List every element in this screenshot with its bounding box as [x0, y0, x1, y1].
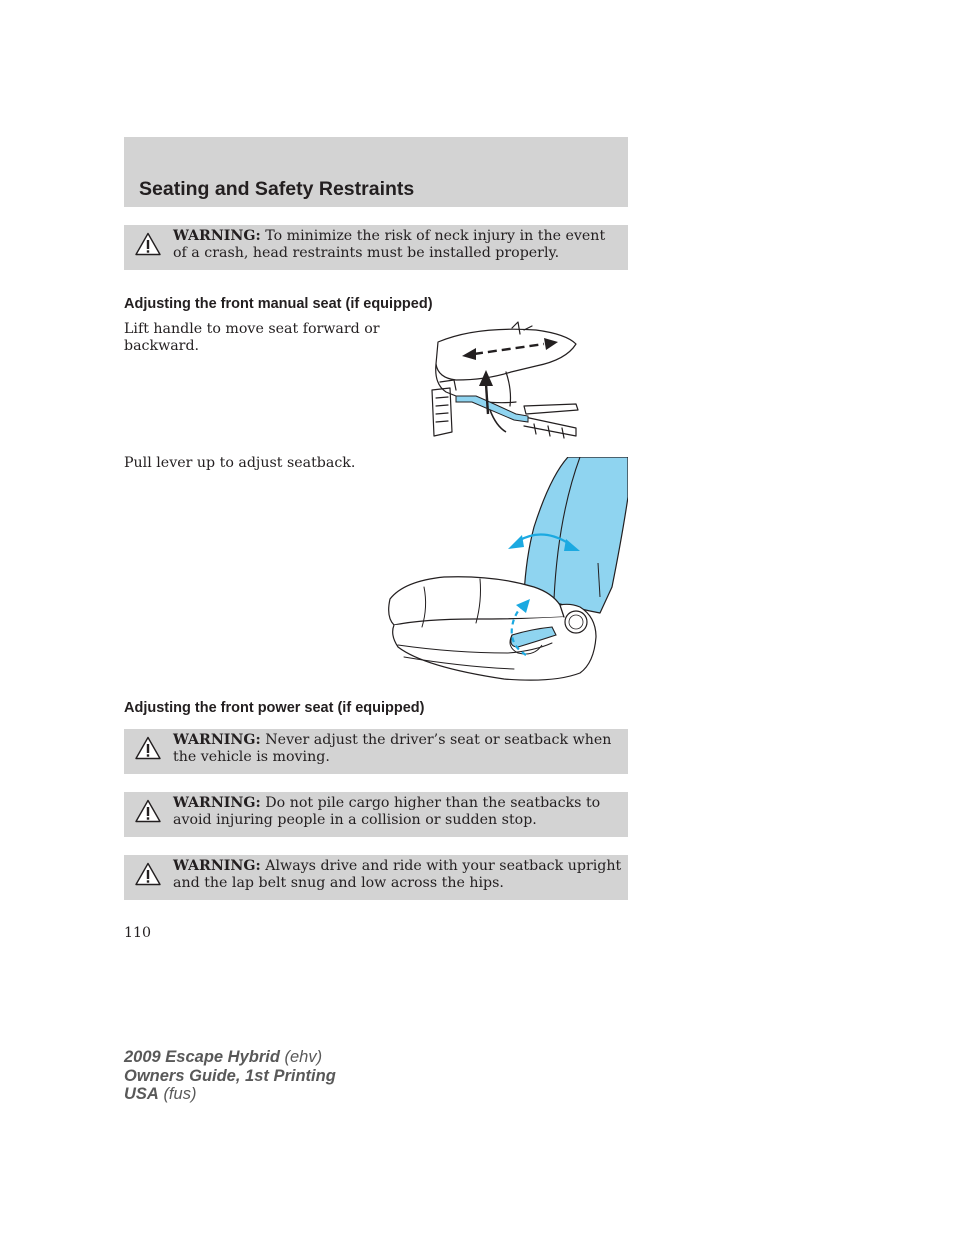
seatback-lever-illustration: [384, 457, 628, 685]
section-heading-power-seat: Adjusting the front power seat (if equipped): [124, 700, 425, 716]
warning-box-head-restraints: [124, 225, 628, 270]
warning-text: WARNING: Never adjust the driver’s seat or seatback when the vehicle is moving.: [173, 732, 612, 765]
footer-guide-line: Owners Guide, 1st Printing: [124, 1066, 336, 1085]
warning-text: WARNING: To minimize the risk of neck injury in the event of a crash, head restraints must be installed properly.: [173, 228, 606, 261]
page-number: 110: [124, 925, 152, 941]
warning-text: WARNING: Do not pile cargo higher than the seatbacks to avoid injuring people in a collision or sudden stop.: [173, 795, 601, 828]
section-header-band: [124, 137, 628, 207]
handle-instruction-text: Lift handle to move seat forward or backward.: [124, 321, 380, 354]
page-title: Seating and Safety Restraints: [139, 178, 415, 200]
document-footer: [124, 1048, 336, 1104]
warning-triangle-icon: [135, 736, 161, 760]
warning-triangle-icon: [135, 799, 161, 823]
footer-model-line: 2009 Escape Hybrid (ehv): [124, 1048, 323, 1066]
seat-handle-illustration: [416, 320, 580, 442]
warning-triangle-icon: [135, 862, 161, 886]
footer-region-line: USA (fus): [124, 1085, 197, 1103]
warning-triangle-icon: [135, 232, 161, 256]
section-heading-manual-seat: Adjusting the front manual seat (if equipped): [124, 296, 433, 312]
lever-instruction-text: Pull lever up to adjust seatback.: [124, 455, 356, 471]
warning-box-seatback-upright: [124, 855, 628, 900]
warning-box-cargo-height: [124, 792, 628, 837]
warning-text: WARNING: Always drive and ride with your seatback upright and the lap belt snug and low across the hips.: [173, 858, 622, 891]
warning-box-seat-adjust-moving: [124, 729, 628, 774]
